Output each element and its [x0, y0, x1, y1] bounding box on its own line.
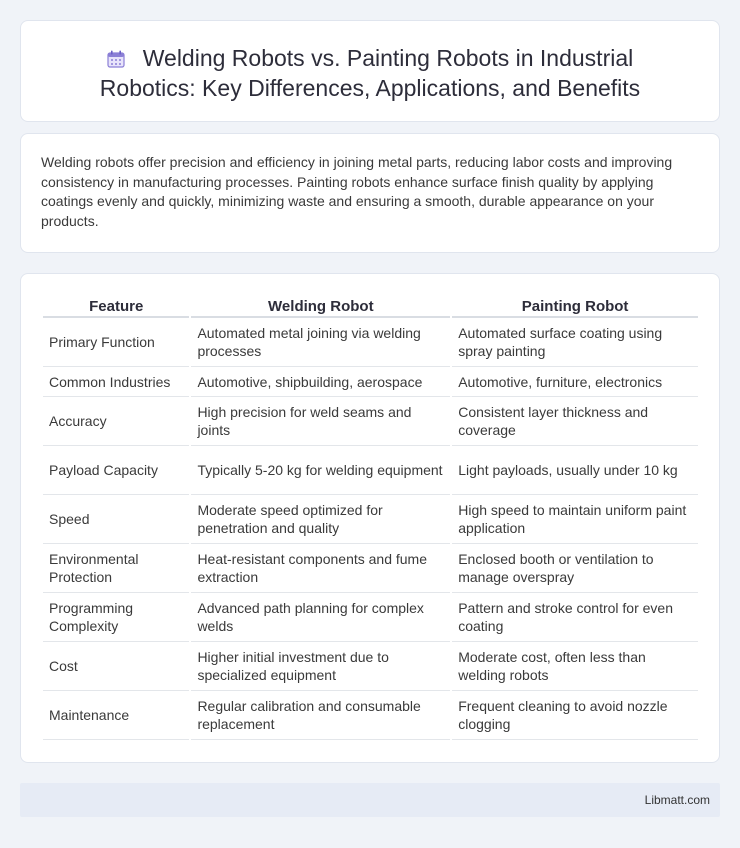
welding-cell: Moderate speed optimized for penetration and quality	[191, 495, 450, 544]
welding-cell: Heat-resistant components and fume extraction	[191, 544, 450, 593]
welding-cell: High precision for weld seams and joints	[191, 397, 450, 446]
header-welding-robot: Welding Robot	[191, 294, 450, 318]
table-row	[43, 691, 698, 740]
feature-cell: Payload Capacity	[43, 446, 189, 495]
intro-text: Welding robots offer precision and efficiency in joining metal parts, reducing labor costs and improving consistency in manufacturing processes. Painting robots enhance surface finish quality by applying coatings evenly and quickly, minimizing waste and ensuring a smooth, durable appearance on your products.	[41, 154, 673, 229]
painting-cell: High speed to maintain uniform paint application	[452, 495, 698, 544]
feature-cell: Programming Complexity	[43, 593, 189, 642]
table-row	[43, 367, 698, 397]
welding-cell: Higher initial investment due to specialized equipment	[191, 642, 450, 691]
feature-cell: Speed	[43, 495, 189, 544]
header-feature: Feature	[43, 294, 189, 318]
page-title	[21, 43, 719, 103]
comparison-table	[43, 294, 698, 740]
table-row	[43, 318, 698, 367]
table-card	[20, 273, 720, 763]
feature-cell: Environmental Protection	[43, 544, 189, 593]
feature-cell: Maintenance	[43, 691, 189, 740]
title-card	[20, 20, 720, 122]
intro-card	[20, 133, 720, 253]
page-title-text: Welding Robots vs. Painting Robots in Industrial Robotics: Key Differences, Applications, and Benefits	[99, 45, 641, 101]
painting-cell: Consistent layer thickness and coverage	[452, 397, 698, 446]
table-row	[43, 397, 698, 446]
calendar-icon	[107, 45, 125, 63]
welding-cell: Typically 5-20 kg for welding equipment	[191, 446, 450, 495]
painting-cell: Automotive, furniture, electronics	[452, 367, 698, 397]
footer-brand-link[interactable]: Libmatt.com	[644, 793, 710, 807]
feature-cell: Cost	[43, 642, 189, 691]
welding-cell: Automotive, shipbuilding, aerospace	[191, 367, 450, 397]
painting-cell: Light payloads, usually under 10 kg	[452, 446, 698, 495]
feature-cell: Accuracy	[43, 397, 189, 446]
header-painting-robot: Painting Robot	[452, 294, 698, 318]
feature-cell: Primary Function	[43, 318, 189, 367]
painting-cell: Pattern and stroke control for even coating	[452, 593, 698, 642]
table-row	[43, 642, 698, 691]
table-row	[43, 593, 698, 642]
painting-cell: Moderate cost, often less than welding robots	[452, 642, 698, 691]
welding-cell: Regular calibration and consumable replacement	[191, 691, 450, 740]
welding-cell: Advanced path planning for complex welds	[191, 593, 450, 642]
table-row	[43, 495, 698, 544]
table-row	[43, 544, 698, 593]
feature-cell: Common Industries	[43, 367, 189, 397]
table-header-row	[43, 294, 698, 318]
table-row	[43, 446, 698, 495]
welding-cell: Automated metal joining via welding processes	[191, 318, 450, 367]
painting-cell: Frequent cleaning to avoid nozzle clogging	[452, 691, 698, 740]
painting-cell: Automated surface coating using spray painting	[452, 318, 698, 367]
painting-cell: Enclosed booth or ventilation to manage overspray	[452, 544, 698, 593]
footer	[20, 783, 720, 817]
